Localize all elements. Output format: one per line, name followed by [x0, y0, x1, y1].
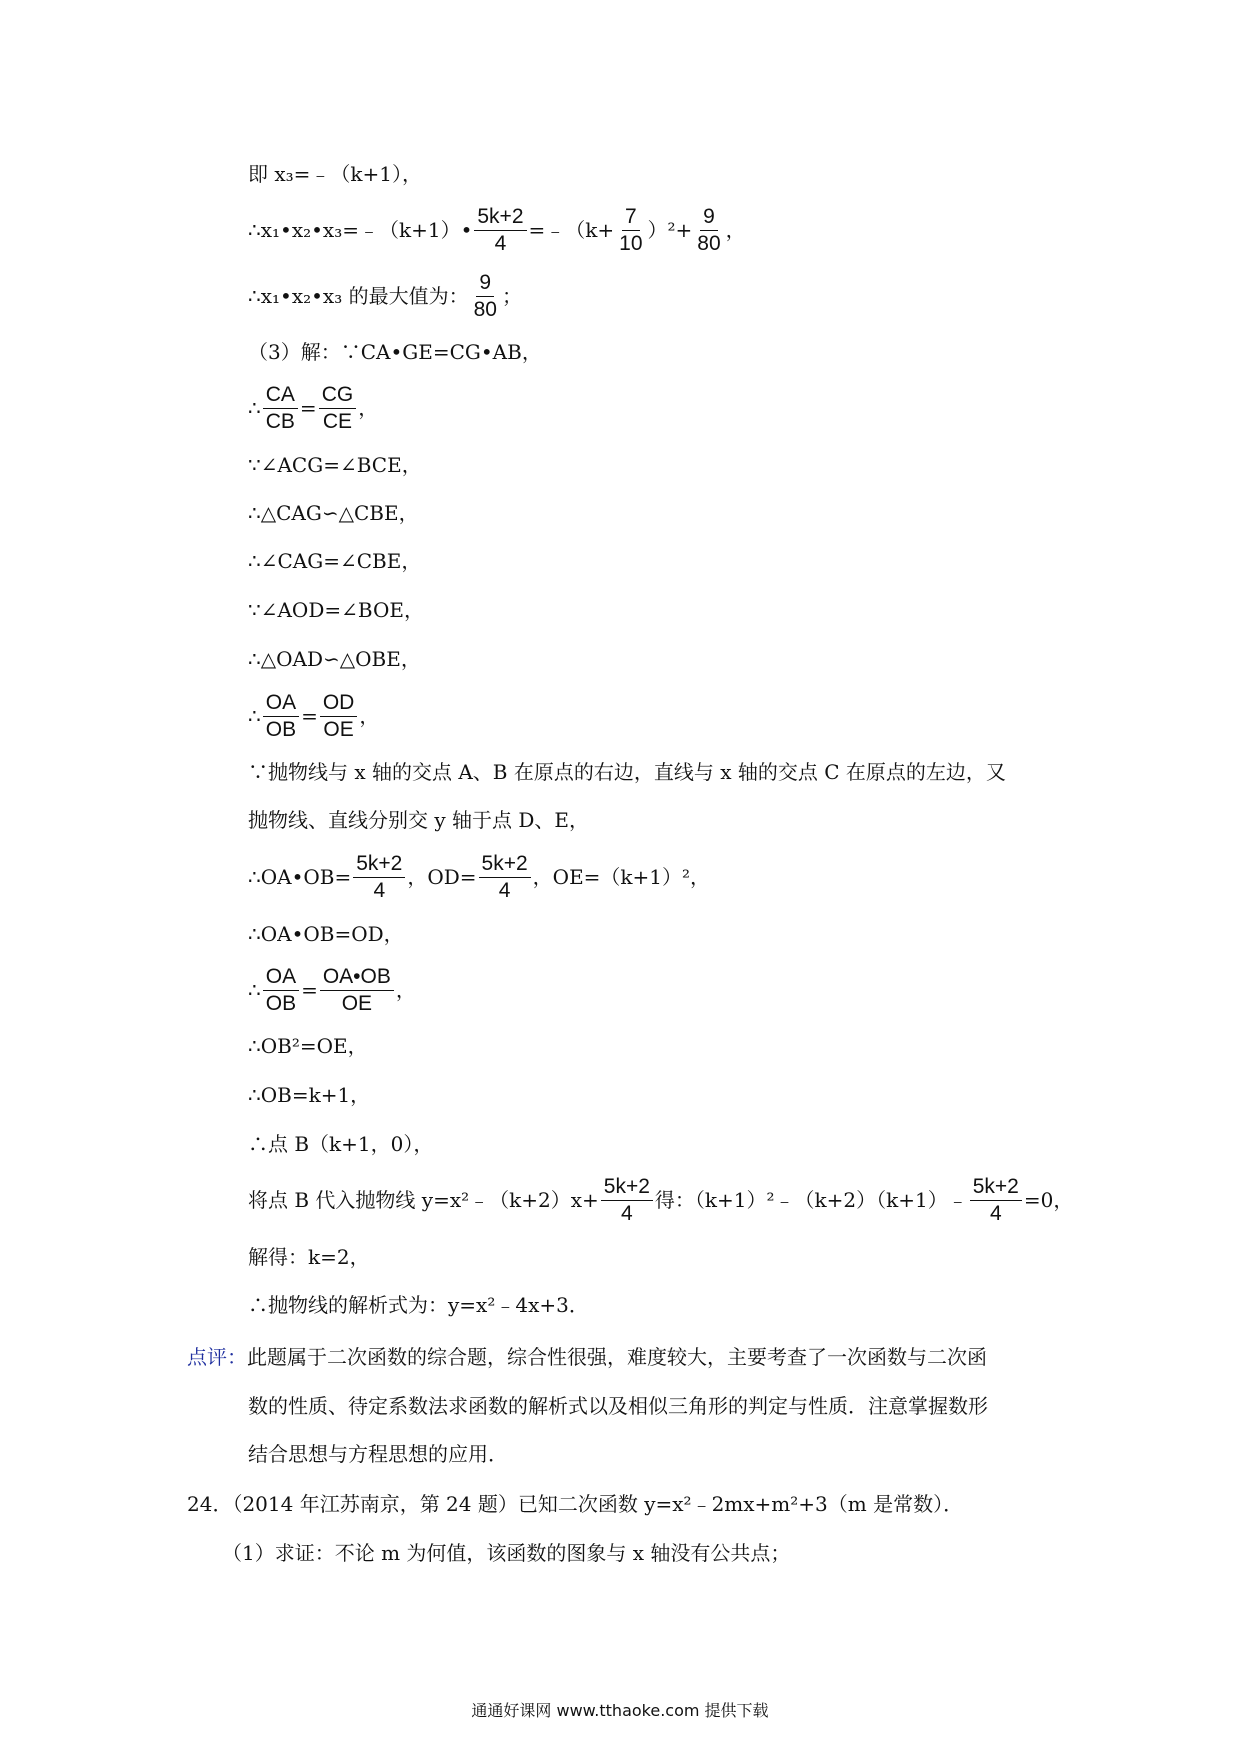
solution-line-4: （3）解：∵CA•GE=CG•AB， — [248, 340, 542, 364]
fraction: $\frac{OA}{OB}$ — [263, 690, 299, 743]
problem-24-part-1: （1）求证：不论 m 为何值，该函数的图象与 x 轴没有公共点； — [222, 1541, 791, 1565]
solution-line-12: ∵抛物线与 x 轴的交点 A、B 在原点的右边，直线与 x 轴的交点 C 在原点的左边，又 — [248, 760, 1006, 784]
solution-line-21: 解得：k=2， — [248, 1245, 370, 1269]
solution-line-18: ∴OB=k+1， — [248, 1083, 371, 1107]
solution-line-15: ∴OA•OB=OD， — [248, 922, 404, 946]
fraction: $\frac{OD}{OE}$ — [320, 690, 358, 743]
solution-line-13: 抛物线、直线分别交 y 轴于点 D、E， — [248, 808, 590, 832]
solution-line-10: ∴△OAD∽△OBE， — [248, 647, 421, 671]
fraction: $\frac{7}{10}$ — [619, 204, 643, 255]
fraction: $\frac{5k+2}{4}$ — [474, 204, 526, 257]
solution-line-22: ∴抛物线的解析式为：y=x²﹣4x+3． — [248, 1293, 589, 1317]
fraction: $\frac{CA}{CB}$ — [263, 382, 298, 435]
fraction: $\frac{5k+2}{4}$ — [970, 1174, 1022, 1227]
solution-line-3: ∴x₁•x₂•x₃ 的最大值为： $\frac{9}{80}$ ； — [248, 270, 522, 321]
fraction: $\frac{9}{80}$ — [473, 270, 497, 321]
comment-line-3: 结合思想与方程思想的应用． — [248, 1442, 508, 1466]
solution-line-19: ∴点 B（k+1，0）， — [248, 1132, 434, 1156]
solution-line-8: ∴∠CAG=∠CBE， — [248, 549, 422, 573]
problem-24-title: 24．（2014 年江苏南京，第 24 题）已知二次函数 y=x²﹣2mx+m²+3（m 是常数）． — [187, 1492, 964, 1516]
fraction: $\frac{5k+2}{4}$ — [353, 851, 405, 904]
comment-line-2: 数的性质、待定系数法求函数的解析式以及相似三角形的判定与性质．注意掌握数形 — [248, 1394, 988, 1418]
fraction: $\frac{5k+2}{4}$ — [479, 851, 531, 904]
fraction: $\frac{5k+2}{4}$ — [601, 1174, 653, 1227]
fraction: $\frac{CG}{CE}$ — [319, 382, 357, 435]
solution-line-17: ∴OB²=OE， — [248, 1034, 368, 1058]
solution-line-20: 将点 B 代入抛物线 y=x²﹣（k+2）x+ $\frac{5k+2}{4}$ 得：（k+1）²﹣（k+2）（k+1）﹣ $\frac{5k+2}{4}$ =0， — [248, 1174, 1074, 1225]
solution-line-11: ∴ $\frac{OA}{OB}$ = $\frac{OD}{OE}$ ， — [248, 690, 380, 741]
solution-line-6: ∵∠ACG=∠BCE， — [248, 453, 422, 477]
solution-line-9: ∵∠AOD=∠BOE， — [248, 598, 424, 622]
fraction: $\frac{9}{80}$ — [697, 204, 721, 255]
solution-line-5: ∴ $\frac{CA}{CB}$ = $\frac{CG}{CE}$ ， — [248, 382, 379, 433]
comment-label: 点评： — [187, 1345, 247, 1369]
solution-line-16: ∴ $\frac{OA}{OB}$ = $\frac{OA•OB}{OE}$ ， — [248, 964, 416, 1015]
comment-line-1: 点评：此题属于二次函数的综合题，综合性很强，难度较大，主要考查了一次函数与二次函 — [187, 1345, 987, 1369]
fraction: $\frac{OA}{OB}$ — [263, 964, 299, 1017]
solution-line-7: ∴△CAG∽△CBE， — [248, 501, 419, 525]
fraction: $\frac{OA•OB}{OE}$ — [320, 964, 394, 1017]
solution-line-1: 即 x₃=﹣（k+1）， — [248, 162, 423, 186]
solution-line-2: ∴x₁•x₂•x₃=﹣（k+1）• $\frac{5k+2}{4}$ =﹣（k+ $\frac{7}{10}$ ）²+ $\frac{9}{80}$ ， — [248, 204, 746, 255]
solution-line-14: ∴OA•OB= $\frac{5k+2}{4}$ ，OD= $\frac{5k+2}{4}$ ，OE=（k+1）²， — [248, 851, 711, 902]
page-footer: 通通好课网 www.tthaoke.com 提供下载 — [471, 1701, 769, 1720]
